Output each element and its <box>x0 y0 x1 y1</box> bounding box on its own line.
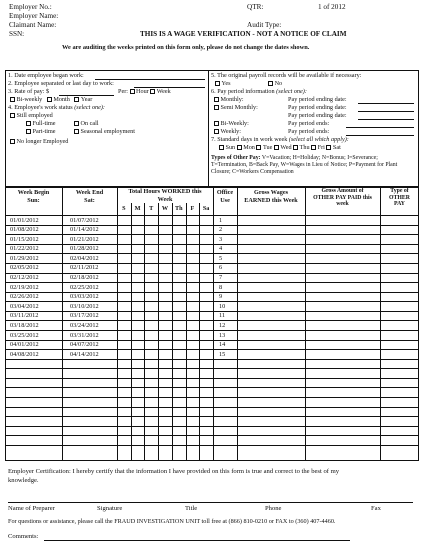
week-end-cell: 02/04/2012 <box>70 254 99 262</box>
week-end-cell: 03/31/2012 <box>70 331 99 339</box>
wage-verification-notice: THIS IS A WAGE VERIFICATION - NOT A NOTICE OF CLAIM <box>140 30 347 38</box>
day-col-divider <box>158 203 159 461</box>
row-line <box>5 445 419 446</box>
office-use-cell: 11 <box>219 312 226 320</box>
row-line <box>5 282 419 283</box>
row-line <box>5 359 419 360</box>
office-use-cell: 4 <box>219 245 223 253</box>
row-line <box>5 416 419 417</box>
types-other-pay-line-1: Types of Other Pay: V=Vacation; H=Holiday; N=Bonus; I=Severance; <box>211 155 378 161</box>
day-col-divider <box>186 203 187 461</box>
seasonal-option: Seasonal employment <box>74 128 135 136</box>
certification-text-1: Employer Certification: I hereby certify that the information I have provided on this form is true and correct to the best of my <box>8 468 340 475</box>
col-type-other-pay: Type of OTHER PAY <box>389 188 410 208</box>
employer-name-label: Employer Name: <box>9 12 59 20</box>
week-begin-cell: 01/29/2012 <box>10 254 39 262</box>
row-line <box>5 435 419 436</box>
day-letter-f: F <box>190 205 195 212</box>
qtr-label: QTR: <box>247 3 264 11</box>
row-line <box>5 340 419 341</box>
col-divider <box>380 187 381 461</box>
row-line <box>5 253 419 254</box>
week-begin-cell: 01/15/2012 <box>10 235 39 243</box>
day-col-divider <box>144 203 145 461</box>
info-divider <box>208 70 209 187</box>
no-checkbox[interactable] <box>268 81 273 86</box>
weekly-ends-label: Pay period ends: <box>288 128 330 135</box>
day-options: Sun Mon Tue Wed Thu Fri Sat <box>219 144 341 152</box>
full-time-option: Full-time <box>26 120 56 128</box>
week-begin-cell: 03/11/2012 <box>10 312 39 320</box>
row-line <box>5 397 419 398</box>
week-end-cell: 02/25/2012 <box>70 283 99 291</box>
phone-label: Phone <box>265 505 282 512</box>
day-letter-s: S <box>122 205 126 212</box>
wage-table <box>5 187 419 461</box>
header-divider <box>5 215 419 216</box>
office-use-cell: 14 <box>219 341 226 348</box>
audit-type-label: Audit Type: <box>247 21 282 29</box>
day-letter-m: M <box>134 205 141 212</box>
week-end-cell: 04/07/2012 <box>70 341 99 348</box>
audit-notice: We are auditing the weeks printed on this form only, please do not change the dates shown. <box>62 44 310 51</box>
day-col-divider <box>199 203 200 461</box>
monthly-ending-label: Pay period ending date: <box>288 96 347 103</box>
week-begin-cell: 03/25/2012 <box>10 331 39 339</box>
col-divider <box>213 187 214 461</box>
title-label: Title <box>185 505 198 512</box>
still-employed-option: Still employed <box>10 112 53 120</box>
row-line <box>5 244 419 245</box>
col-week-begin: Week Begin Sun: <box>17 189 50 204</box>
contact-info: For questions or assistance, please call the FRAUD INVESTIGATION UNIT toll free at (866) 810-0210 or FAX to (360) 407-4460. <box>8 518 336 525</box>
part-time-checkbox[interactable] <box>26 129 31 134</box>
q1-date-began: 1. Date employee began work: <box>8 72 84 79</box>
week-begin-cell: 03/18/2012 <box>10 321 39 329</box>
col-divider <box>62 187 63 461</box>
employer-no-label: Employer No.: <box>9 3 52 11</box>
row-line <box>5 301 419 302</box>
thu-checkbox[interactable] <box>293 145 298 150</box>
bi-weekly-checkbox[interactable] <box>214 121 219 126</box>
row-line <box>5 225 419 226</box>
week-end-cell: 04/14/2012 <box>70 350 99 358</box>
week-end-cell: 01/28/2012 <box>70 245 99 253</box>
weekly-checkbox[interactable] <box>214 129 219 134</box>
q4-work-status: 4. Employee's work status (select one): <box>8 104 105 111</box>
q6-pay-period: 6. Pay period information (select one): <box>211 88 307 95</box>
no-longer-option: No longer Employed <box>10 138 68 146</box>
comments-line[interactable] <box>44 540 350 541</box>
office-use-cell: 13 <box>219 331 226 339</box>
fri-checkbox[interactable] <box>311 145 316 150</box>
week-begin-cell: 02/26/2012 <box>10 293 39 301</box>
week-end-cell: 01/14/2012 <box>70 226 99 234</box>
office-use-cell: 9 <box>219 293 223 301</box>
monthly-ending-line[interactable] <box>358 103 414 104</box>
yes-checkbox[interactable] <box>215 81 220 86</box>
full-time-checkbox[interactable] <box>26 121 31 126</box>
part-time-option: Part-time <box>26 128 56 136</box>
biweekly-ends-line[interactable] <box>346 127 414 128</box>
row-line <box>5 407 419 408</box>
on-call-checkbox[interactable] <box>74 121 79 126</box>
col-divider <box>305 187 306 461</box>
bi-weekly-option: Bi-Weekly: <box>214 120 249 128</box>
mon-checkbox[interactable] <box>237 145 242 150</box>
row-line <box>5 330 419 331</box>
q5-options: Yes No <box>215 80 282 88</box>
per-options: Per: Hour Week <box>118 88 171 95</box>
semi-ending-line-2[interactable] <box>358 119 414 120</box>
day-letter-t: T <box>149 205 154 212</box>
row-line <box>5 349 419 350</box>
col-week-end: Week End Sat: <box>75 189 104 204</box>
per-options-2: Bi-weekly Month Year <box>10 96 92 104</box>
office-use-cell: 7 <box>219 274 223 281</box>
sat-checkbox[interactable] <box>326 145 331 150</box>
week-end-cell: 02/18/2012 <box>70 274 99 281</box>
week-begin-cell: 02/12/2012 <box>10 274 39 281</box>
week-end-cell: 03/17/2012 <box>70 312 99 320</box>
week-checkbox[interactable] <box>150 89 155 94</box>
monthly-option: Monthly: <box>214 96 244 104</box>
col-divider <box>237 187 238 461</box>
row-line <box>5 368 419 369</box>
row-line <box>5 378 419 379</box>
week-end-cell: 01/21/2012 <box>70 235 99 243</box>
day-col-divider <box>131 203 132 461</box>
day-letter-th: Th <box>174 205 183 212</box>
week-begin-cell: 02/19/2012 <box>10 283 39 291</box>
office-use-cell: 3 <box>219 235 223 243</box>
row-line <box>5 311 419 312</box>
comments-label: Comments: <box>8 533 39 540</box>
weekly-option: Weekly: <box>214 128 241 136</box>
row-line <box>5 263 419 264</box>
semi-ending-label-2: Pay period ending date: <box>288 112 347 119</box>
day-letter-sa: Sa <box>202 205 210 212</box>
row-line <box>5 234 419 235</box>
office-use-cell: 12 <box>219 321 226 329</box>
row-line <box>5 292 419 293</box>
week-begin-cell: 04/01/2012 <box>10 341 39 348</box>
biweekly-ends-label: Pay period ends: <box>288 120 330 127</box>
week-end-cell: 03/24/2012 <box>70 321 99 329</box>
week-begin-cell: 03/04/2012 <box>10 302 39 310</box>
weekly-ends-line[interactable] <box>346 135 414 136</box>
types-other-pay-line-2: T=Termination, B=Back Pay, W=Wages in Lieu of Notice; P=Payment for Plant <box>211 162 398 168</box>
week-end-cell: 03/03/2012 <box>70 293 99 301</box>
no-longer-checkbox[interactable] <box>10 139 15 144</box>
row-line <box>5 320 419 321</box>
month-checkbox[interactable] <box>47 97 52 102</box>
col-other-pay-amount: Gross Amount of OTHER PAY PAID this week <box>313 188 372 208</box>
semi-ending-label-1: Pay period ending date: <box>288 104 347 111</box>
on-call-option: On call <box>74 120 99 128</box>
col-total-hours: Total Hours WORKED this Week <box>128 188 202 203</box>
signature-line[interactable] <box>8 502 413 503</box>
q2-date-separated: 2. Employee separated or last day to work: <box>8 80 114 87</box>
biweekly-checkbox[interactable] <box>10 97 15 102</box>
tue-checkbox[interactable] <box>256 145 261 150</box>
day-letter-w: W <box>161 205 169 212</box>
day-col-divider <box>172 203 173 461</box>
col-divider <box>117 187 118 461</box>
office-use-cell: 10 <box>219 302 226 310</box>
week-begin-cell: 01/08/2012 <box>10 226 39 234</box>
ssn-label: SSN: <box>9 30 25 38</box>
week-end-cell: 03/10/2012 <box>70 302 99 310</box>
office-use-cell: 2 <box>219 226 223 234</box>
week-end-cell: 01/07/2012 <box>70 216 99 224</box>
year-checkbox[interactable] <box>74 97 79 102</box>
row-line <box>5 426 419 427</box>
row-line <box>5 273 419 274</box>
office-use-cell: 15 <box>219 350 226 358</box>
sun-checkbox[interactable] <box>219 145 224 150</box>
still-employed-checkbox[interactable] <box>10 113 15 118</box>
col-office-use: Office Use <box>216 189 234 204</box>
types-other-pay-line-3: Closure; C=Workers Compensation <box>211 169 294 175</box>
signature-label: Signature <box>97 505 123 512</box>
week-end-cell: 02/11/2012 <box>70 264 99 272</box>
q7-standard-days: 7. Standard days in work week (select all which apply): <box>211 136 349 143</box>
week-begin-cell: 01/22/2012 <box>10 245 39 253</box>
q3-rate-of-pay: 3. Rate of pay: $ <box>8 88 50 95</box>
office-use-cell: 1 <box>219 216 223 224</box>
certification-text-2: knowledge. <box>8 477 39 484</box>
seasonal-checkbox[interactable] <box>74 129 79 134</box>
row-line <box>5 387 419 388</box>
semi-ending-line-1[interactable] <box>358 111 414 112</box>
name-of-preparer-label: Name of Preparer <box>8 505 55 512</box>
claimant-name-label: Claimant Name: <box>9 21 57 29</box>
week-begin-cell: 02/05/2012 <box>10 264 39 272</box>
office-use-cell: 5 <box>219 254 223 262</box>
week-begin-cell: 01/01/2012 <box>10 216 39 224</box>
office-use-cell: 6 <box>219 264 223 272</box>
q5-payroll-records: 5. The original payroll records will be available if necessary: <box>211 72 362 79</box>
hour-checkbox[interactable] <box>130 89 135 94</box>
week-begin-cell: 04/08/2012 <box>10 350 39 358</box>
wed-checkbox[interactable] <box>274 145 279 150</box>
fax-label: Fax <box>371 505 381 512</box>
qtr-value: 1 of 2012 <box>318 3 346 11</box>
semi-monthly-option: Semi Monthly: <box>214 104 258 112</box>
semi-monthly-checkbox[interactable] <box>214 105 219 110</box>
office-use-cell: 8 <box>219 283 223 291</box>
col-gross-wages: Gross Wages EARNED this Week <box>244 189 298 204</box>
monthly-checkbox[interactable] <box>214 97 219 102</box>
